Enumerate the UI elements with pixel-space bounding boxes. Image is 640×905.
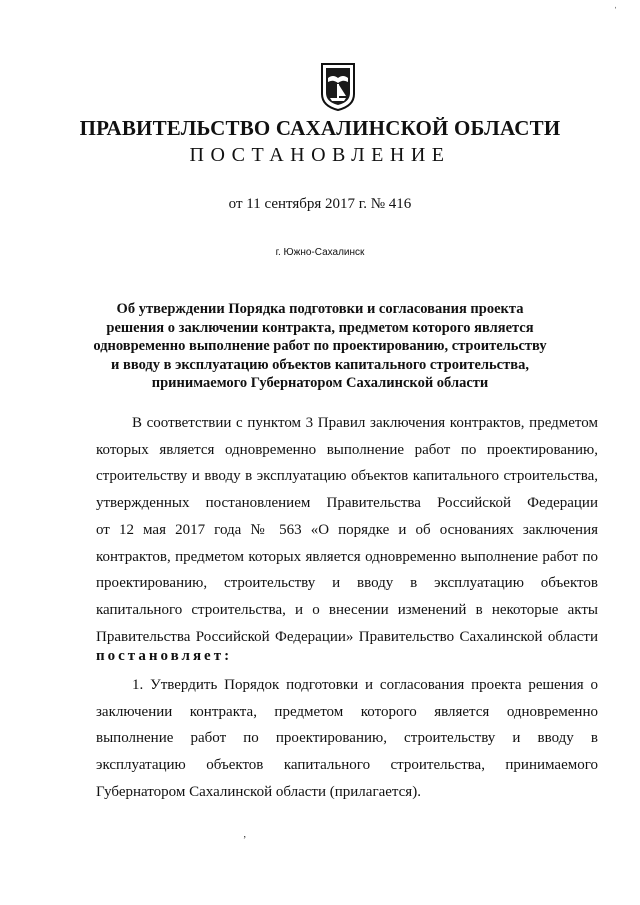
paragraph-line: 1. Утвердить Порядок подготовки и согласования проекта решения о <box>132 677 598 693</box>
government-title: ПРАВИТЕЛЬСТВО САХАЛИНСКОЙ ОБЛАСТИ <box>79 116 561 140</box>
resolves-word: постановляет: <box>96 648 233 664</box>
subject-line: Об утверждении Порядка подготовки и согласования проекта <box>116 301 524 317</box>
paragraph-line: заключении контракта, предметом которого является одновременно <box>96 703 598 720</box>
document-subject <box>80 300 560 393</box>
paragraph-line: капитального строительства, и о внесении изменений в некоторые акты <box>96 601 598 618</box>
paragraph-line: Губернатором Сахалинской области (прилагается). <box>96 783 421 800</box>
paragraph-line: Правительства Российской Федерации» Правительство Сахалинской области <box>96 628 598 645</box>
paragraph-line: контрактов, предметом которых является одновременно выполнение работ по <box>96 548 598 565</box>
preamble-paragraph <box>96 410 598 650</box>
paragraph-line: выполнение работ по проектированию, строительству и вводу в <box>96 730 598 747</box>
paragraph-line: строительству и вводу в эксплуатацию объектов капитального строительства, <box>96 468 598 485</box>
paragraph-line: утвержденных постановлением Правительства Российской Федерации <box>96 495 598 512</box>
subject-line: принимаемого Губернатором Сахалинской области <box>151 375 489 391</box>
paragraph-line: которых является одновременно выполнение работ по проектированию, <box>96 441 598 458</box>
document-type: ПОСТАНОВЛЕНИЕ <box>189 144 451 166</box>
subject-line: и вводу в эксплуатацию объектов капитального строительства, <box>111 356 529 373</box>
subject-line: одновременно выполнение работ по проектированию, строительству <box>93 338 547 354</box>
coat-of-arms-icon <box>318 60 358 112</box>
city-line: г. Южно-Сахалинск <box>275 247 365 258</box>
scan-speck: ˈ <box>614 6 618 17</box>
scan-speck: ʼ <box>243 835 247 846</box>
date-number: от 11 сентября 2017 г. № 416 <box>228 196 412 212</box>
subject-line: решения о заключении контракта, предметом которого является <box>106 319 534 336</box>
clause-1-paragraph <box>96 672 598 806</box>
paragraph-line: проектированию, строительству и вводу в эксплуатацию объектов <box>96 575 598 592</box>
paragraph-line: от 12 мая 2017 года № 563 «О порядке и об основаниях заключения <box>96 521 598 538</box>
paragraph-line: эксплуатацию объектов капитального строительства, принимаемого <box>96 757 598 774</box>
paragraph-line: В соответствии с пунктом 3 Правил заключения контрактов, предметом <box>132 415 598 431</box>
